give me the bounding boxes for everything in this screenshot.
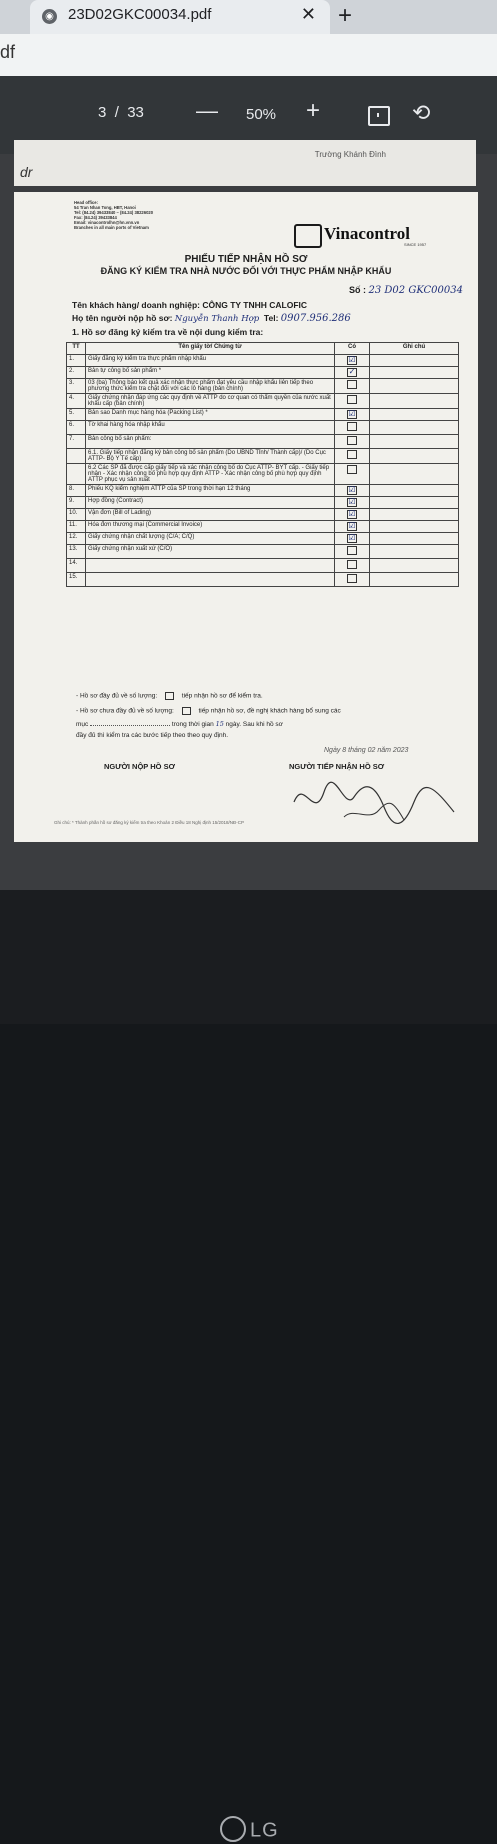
company-label: Tên khách hàng/ doanh nghiệp:	[72, 300, 200, 310]
submitter-line	[72, 313, 351, 324]
prev-page-mark: dr	[20, 164, 33, 180]
row-note	[370, 545, 459, 559]
vinacontrol-logo	[294, 222, 444, 248]
document-title: PHIẾU TIẾP NHẬN HỒ SƠ	[184, 254, 308, 265]
row-document-name: Hợp đồng (Contract)	[86, 497, 335, 509]
lg-logo-icon	[220, 1816, 246, 1842]
document-table	[66, 342, 459, 587]
row-note	[370, 379, 459, 394]
status-next: đầy đủ thì kiểm tra các bước tiếp theo theo quy định.	[76, 732, 229, 739]
row-note	[370, 521, 459, 533]
row-document-name: Bản tự công bố sản phẩm *	[86, 367, 335, 379]
previous-page	[14, 140, 476, 186]
head-office-line: Fax: (84.24) 39433844	[74, 215, 117, 220]
status-items-after: ngày. Sau khi hồ sơ	[225, 721, 283, 728]
table-row	[67, 497, 459, 509]
table-row	[67, 485, 459, 497]
row-check-cell	[335, 435, 370, 449]
row-checkbox[interactable]: ☑	[348, 497, 356, 506]
address-bar[interactable]	[0, 34, 497, 76]
page-total: 33	[127, 104, 144, 121]
table-row	[67, 545, 459, 559]
receiver-signature-label: NGƯỜI TIẾP NHẬN HỒ SƠ	[289, 762, 385, 771]
row-document-name: Bản công bố sản phẩm:	[86, 435, 335, 449]
row-checkbox[interactable]	[347, 422, 357, 431]
row-number: 15.	[67, 573, 86, 587]
row-note	[370, 485, 459, 497]
record-number	[349, 285, 463, 296]
row-checkbox[interactable]: ☑	[348, 355, 356, 364]
receiver-signature	[284, 772, 464, 832]
submitter-value: Nguyễn Thanh Hợp	[174, 314, 260, 324]
row-checkbox[interactable]: ☑	[348, 409, 356, 418]
head-office-line: Branches in all main ports of Vietnam	[74, 225, 149, 230]
row-check-cell	[335, 464, 370, 485]
row-document-name: Giấy chứng nhận chất lượng (C/A; C/Q)	[86, 533, 335, 545]
row-check-cell	[335, 355, 370, 367]
table-row	[67, 573, 459, 587]
row-number: 9.	[67, 497, 86, 509]
row-note	[370, 449, 459, 464]
row-document-name	[86, 559, 335, 573]
row-checkbox[interactable]: ☑	[348, 485, 356, 494]
row-number: 12.	[67, 533, 86, 545]
monitor-brand: LG	[250, 1819, 279, 1842]
row-check-cell	[335, 573, 370, 587]
row-check-cell	[335, 421, 370, 435]
zoom-level[interactable]: 50%	[246, 106, 277, 123]
status-items-days: 15	[215, 720, 224, 728]
row-document-name: Vận đơn (Bill of Lading)	[86, 509, 335, 521]
record-number-label: Số :	[349, 285, 366, 295]
row-document-name: Giấy đăng ký kiểm tra thực phẩm nhập khẩu	[86, 355, 335, 367]
row-note	[370, 509, 459, 521]
row-check-cell	[335, 379, 370, 394]
company-value: CÔNG TY TNHH CALOFIC	[202, 300, 308, 310]
row-number: 11.	[67, 521, 86, 533]
status-incomplete-text: tiếp nhận hồ sơ, đề nghị khách hàng bổ sung các	[198, 707, 341, 715]
table-row	[67, 509, 459, 521]
status-items-label: mục	[76, 721, 89, 728]
zoom-in-button[interactable]: +	[306, 97, 321, 124]
document-page	[14, 192, 478, 842]
row-check-cell	[335, 449, 370, 464]
table-row	[67, 464, 459, 485]
row-checkbox[interactable]: ☑	[348, 509, 356, 518]
header-co: Có	[335, 343, 370, 355]
row-document-name: Giấy chứng nhận xuất xứ (C/O)	[86, 545, 335, 559]
status-full-checkbox[interactable]	[165, 692, 174, 700]
tab-bar	[0, 0, 497, 34]
row-checkbox[interactable]	[347, 574, 357, 583]
table-row	[67, 435, 459, 449]
row-checkbox[interactable]	[347, 450, 357, 459]
tab-pdf[interactable]	[30, 0, 330, 34]
row-note	[370, 367, 459, 379]
footnote: Ghi chú: * Thành phần hồ sơ đăng ký kiểm tra theo Khoản 2 Điều 18 Nghị định 15/2018/NĐ-CP	[54, 820, 244, 825]
header-name: Tên giấy tờ/ Chứng từ	[86, 343, 335, 355]
row-note	[370, 355, 459, 367]
monitor-bezel	[0, 890, 497, 1842]
status-full-text: tiếp nhận hồ sơ để kiểm tra.	[181, 692, 263, 700]
page-separator: /	[114, 104, 119, 121]
logo-emblem-icon	[294, 224, 322, 248]
row-document-name: Tờ khai hàng hóa nhập khẩu	[86, 421, 335, 435]
row-checkbox[interactable]: ☑	[348, 533, 356, 542]
row-check-cell	[335, 533, 370, 545]
row-check-cell	[335, 497, 370, 509]
record-number-value: 23 D02 GKC00034	[368, 285, 463, 296]
tel-value: 0907.956.286	[280, 313, 351, 324]
row-checkbox[interactable]: ☑	[348, 521, 356, 530]
row-checkbox[interactable]	[347, 546, 357, 555]
status-incomplete-checkbox[interactable]	[182, 707, 191, 715]
zoom-out-button[interactable]: —	[196, 98, 218, 123]
row-note	[370, 497, 459, 509]
fit-page-icon[interactable]	[368, 106, 390, 126]
date-line: Ngày 8 tháng 02 năm 2023	[324, 747, 409, 754]
status-full-label: - Hồ sơ đầy đủ về số lượng:	[76, 692, 158, 700]
submitter-label: Họ tên người nộp hồ sơ:	[72, 313, 173, 323]
row-check-cell	[335, 521, 370, 533]
logo-word: Vinacontrol	[324, 224, 410, 243]
globe-icon: ◉	[42, 9, 57, 24]
head-office-block	[74, 200, 153, 230]
row-note	[370, 421, 459, 435]
table-row	[67, 533, 459, 545]
row-note	[370, 409, 459, 421]
row-checkbox[interactable]	[347, 395, 357, 404]
table-row	[67, 394, 459, 409]
row-check-cell	[335, 394, 370, 409]
prev-page-text: Trường Khánh Đình	[314, 150, 386, 159]
table-row	[67, 355, 459, 367]
address-text: df	[0, 42, 16, 62]
row-note	[370, 394, 459, 409]
status-incomplete	[76, 707, 341, 715]
row-note	[370, 559, 459, 573]
row-document-name: Giấy chứng nhận đáp ứng các quy định về ATTP do cơ quan có thẩm quyền của nước xuất khẩu cấp (bản chính)	[86, 394, 335, 409]
row-note	[370, 464, 459, 485]
page-current[interactable]: 3	[98, 104, 107, 121]
row-document-name: 03 (ba) Thông báo kết quả xác nhận thực phẩm đạt yêu cầu nhập khẩu liên tiếp theo phương thức kiểm tra chặt đối với các lô hàng (bản chính)	[86, 379, 335, 394]
row-checkbox[interactable]	[347, 380, 357, 389]
head-office-line: Head office:	[74, 200, 98, 205]
row-note	[370, 573, 459, 587]
row-document-name	[86, 573, 335, 587]
submitter-signature-label: NGƯỜI NỘP HỒ SƠ	[104, 762, 175, 771]
row-check-cell	[335, 559, 370, 573]
row-checkbox[interactable]	[347, 436, 357, 445]
row-number: 14.	[67, 559, 86, 573]
row-check-cell	[335, 409, 370, 421]
row-checkbox[interactable]	[347, 560, 357, 569]
table-row	[67, 409, 459, 421]
status-full	[76, 692, 263, 700]
row-number: 10.	[67, 509, 86, 521]
section-heading	[72, 327, 263, 337]
row-checkbox[interactable]	[347, 465, 357, 474]
row-check-cell	[335, 545, 370, 559]
row-note	[370, 533, 459, 545]
table-row	[67, 559, 459, 573]
head-office-line: Email: vinacontrolhn@hn.vnn.vn	[74, 220, 140, 225]
company-line	[72, 300, 307, 310]
row-check-cell	[335, 485, 370, 497]
row-checkbox[interactable]: ✓	[348, 367, 356, 376]
table-row	[67, 367, 459, 379]
table-row	[67, 379, 459, 394]
row-number	[67, 449, 86, 464]
row-document-name: Bản sao Danh mục hàng hóa (Packing List) *	[86, 409, 335, 421]
header-tt: TT	[67, 343, 86, 355]
page-indicator[interactable]	[98, 104, 144, 121]
status-incomplete-label: - Hồ sơ chưa đầy đủ về số lượng:	[76, 707, 174, 715]
tab-close-button[interactable]: ✕	[300, 4, 316, 24]
screen	[0, 0, 497, 890]
header-note: Ghi chú	[370, 343, 459, 355]
table-row	[67, 421, 459, 435]
row-check-cell	[335, 367, 370, 379]
row-number: 13.	[67, 545, 86, 559]
section-heading-text: 1. Hồ sơ đăng ký kiểm tra về nội dung kiểm tra:	[72, 327, 264, 337]
row-document-name: 6.1. Giấy tiếp nhận đăng ký bản công bố sản phẩm (Do UBND Tỉnh/ Thành cấp)/ (Do Cục ATTP- Bộ Y Tế cấp)	[86, 449, 335, 464]
row-number: 3.	[67, 379, 86, 394]
row-number: 2.	[67, 367, 86, 379]
rotate-icon[interactable]: ⟲	[412, 100, 431, 125]
table-header-row	[67, 343, 459, 355]
logo-since: SINCE 1957	[404, 242, 427, 247]
row-number: 4.	[67, 394, 86, 409]
new-tab-button[interactable]: +	[338, 2, 353, 29]
row-number: 5.	[67, 409, 86, 421]
head-office-line: Tel: (84.24) 39433840 – (84.24) 38226020	[74, 210, 154, 215]
head-office-line: 54 Tran Nhan Tong, HBT, Hanoi	[74, 205, 136, 210]
tel-label: Tel:	[263, 313, 279, 323]
table-row	[67, 521, 459, 533]
status-items	[76, 720, 283, 728]
status-items-time: trong thời gian	[171, 721, 214, 728]
row-document-name: Phiếu KQ kiểm nghiệm ATTP của SP trong thời hạn 12 tháng	[86, 485, 335, 497]
tab-title: 23D02GKC00034.pdf	[68, 6, 212, 23]
row-number: 7.	[67, 435, 86, 449]
document-subtitle: ĐĂNG KÝ KIỂM TRA NHÀ NƯỚC ĐỐI VỚI THỰC PHẨM NHẬP KHẨU	[100, 266, 392, 276]
row-note	[370, 435, 459, 449]
table-row	[67, 449, 459, 464]
row-number	[67, 464, 86, 485]
row-number: 8.	[67, 485, 86, 497]
monitor-logo	[220, 1818, 279, 1844]
row-check-cell	[335, 509, 370, 521]
row-number: 6.	[67, 421, 86, 435]
row-document-name: 6.2 Các SP đã được cấp giấy tiếp và xác nhận công bố do Cục ATTP- BYT cấp. - Giấy tiếp nhận - Xác nhận công bố phù hợp quy định ATTP - Xác nhận công bố phù hợp quy định ATTP phục vụ sản xuất	[86, 464, 335, 485]
row-document-name: Hóa đơn thương mại (Commercial Invoice)	[86, 521, 335, 533]
row-number: 1.	[67, 355, 86, 367]
